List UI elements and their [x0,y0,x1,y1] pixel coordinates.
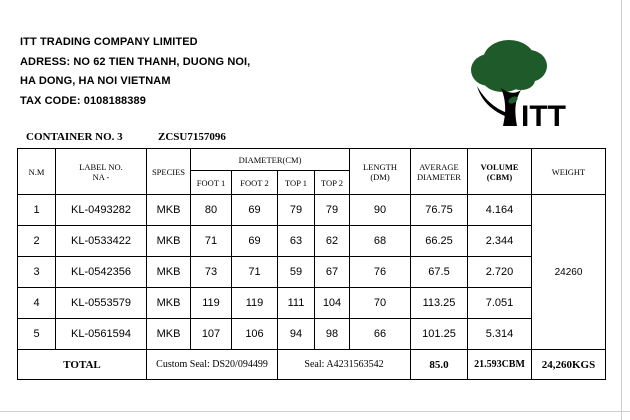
cell-volume: 4.164 [468,195,532,226]
cell-weight: 24260 [532,195,606,350]
header-label-line1: LABEL NO. [79,161,123,172]
header-average-line2: DIAMETER [417,171,461,182]
cell-average: 67.5 [411,257,468,288]
cell-length: 76 [350,257,411,288]
cell-volume: 5.314 [468,319,532,350]
cell-label: KL-0542356 [56,257,147,288]
cell-length: 68 [350,226,411,257]
header-volume: VOLUME (CBM) [468,149,532,195]
itt-tree-logo [465,36,575,130]
cell-top1: 63 [278,226,315,257]
custom-seal: Custom Seal: DS20/094499 [147,350,278,380]
header-length [350,149,411,195]
company-name: ITT TRADING COMPANY LIMITED [20,36,198,48]
header-label-line2: NA - [92,171,110,182]
cell-foot2: 71 [232,257,278,288]
table-row [18,195,606,226]
table-row [18,226,606,257]
cell-foot1: 80 [191,195,232,226]
header-top1: TOP 1 [278,171,315,195]
seal-number: Seal: A4231563542 [278,350,411,380]
cell-top1: 111 [278,288,315,319]
cell-foot2: 106 [232,319,278,350]
cell-top1: 94 [278,319,315,350]
cell-label: KL-0493282 [56,195,147,226]
company-address-line1: ADRESS: NO 62 TIEN THANH, DUONG NOI, [20,55,251,68]
header-length-line2: (DM) [370,171,390,182]
cell-foot2: 119 [232,288,278,319]
table-row [18,319,606,350]
cell-average: 113.25 [411,288,468,319]
cell-top2: 104 [315,288,350,319]
cell-foot1: 73 [191,257,232,288]
cell-label: KL-0561594 [56,319,147,350]
page-edge-right [621,0,622,420]
header-diameter: DIAMETER(CM) [191,149,350,171]
cell-volume: 2.344 [468,226,532,257]
cell-species: MKB [147,195,191,226]
cell-average: 66.25 [411,226,468,257]
totals-row [18,350,606,380]
total-label: TOTAL [18,350,147,380]
cell-length: 70 [350,288,411,319]
header-nm: N.M [18,149,56,195]
header-foot2: FOOT 2 [232,171,278,195]
cell-species: MKB [147,288,191,319]
cell-average: 101.25 [411,319,468,350]
cell-top2: 67 [315,257,350,288]
cell-foot1: 107 [191,319,232,350]
cell-top1: 79 [278,195,315,226]
table-row [18,257,606,288]
cell-foot1: 119 [191,288,232,319]
cell-foot2: 69 [232,195,278,226]
cell-species: MKB [147,226,191,257]
header-label [56,149,147,195]
cell-top2: 98 [315,319,350,350]
header-weight: WEIGHT [532,149,606,195]
cell-nm: 2 [18,226,56,257]
container-line [26,131,226,143]
cell-volume: 7.051 [468,288,532,319]
cell-nm: 5 [18,319,56,350]
container-label: CONTAINER NO. 3 [26,131,123,143]
cell-nm: 3 [18,257,56,288]
cell-foot1: 71 [191,226,232,257]
total-length: 85.0 [411,350,468,380]
page-edge-bottom [0,411,630,412]
cell-average: 76.75 [411,195,468,226]
cell-length: 66 [350,319,411,350]
header-length-line1: LENGTH [363,161,397,172]
cell-top2: 79 [315,195,350,226]
cell-top2: 62 [315,226,350,257]
cell-nm: 1 [18,195,56,226]
table-row [18,288,606,319]
header-species: SPECIES [147,149,191,195]
company-tax-code: TAX CODE: 0108188389 [20,94,146,107]
cell-label: KL-0553579 [56,288,147,319]
cell-label: KL-0533422 [56,226,147,257]
company-info [20,33,250,111]
cell-species: MKB [147,319,191,350]
total-volume: 21.593CBM [468,350,532,380]
logo-text: ITT [521,100,566,130]
cell-foot2: 69 [232,226,278,257]
header-top2: TOP 2 [315,171,350,195]
cell-volume: 2.720 [468,257,532,288]
cell-species: MKB [147,257,191,288]
cell-nm: 4 [18,288,56,319]
company-address-line2: HA DONG, HA NOI VIETNAM [20,75,171,87]
cell-length: 90 [350,195,411,226]
total-weight: 24,260KGS [532,350,606,380]
packing-table [17,148,606,380]
header-average [411,149,468,195]
header-foot1: FOOT 1 [191,171,232,195]
cell-top1: 59 [278,257,315,288]
header-average-line1: AVERAGE [419,161,459,172]
container-number: ZCSU7157096 [158,131,226,143]
